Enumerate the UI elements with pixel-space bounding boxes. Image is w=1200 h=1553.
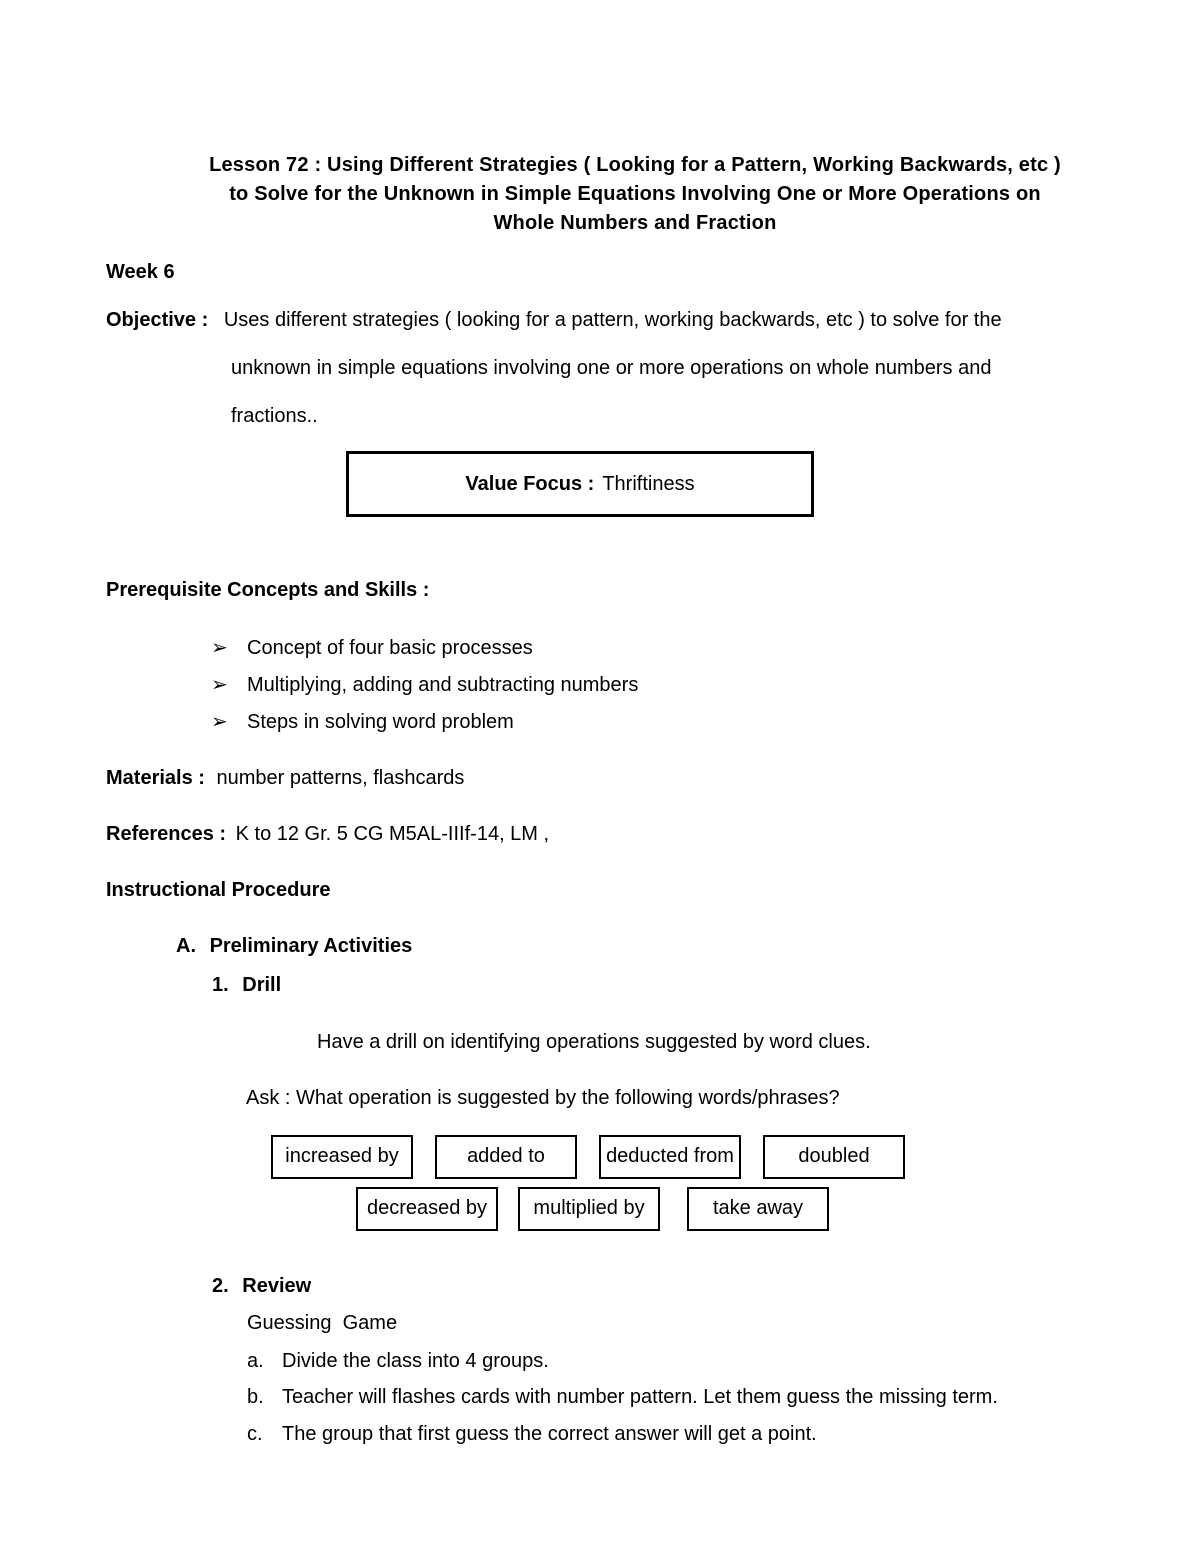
drill-label: Drill — [242, 974, 282, 996]
review-step-text: Teacher will flashes cards with number pattern. Let them guess the missing term. — [282, 1386, 998, 1408]
value-focus-label: Value Focus : — [465, 472, 595, 495]
references-value: K to 12 Gr. 5 CG M5AL-IIIf-14, LM , — [235, 823, 550, 845]
references-label: References : — [106, 823, 227, 845]
lesson-title-line-3: Whole Numbers and Fraction — [493, 212, 777, 234]
value-focus-box — [346, 451, 814, 517]
section-a-heading — [176, 935, 412, 958]
objective-line-2: unknown in simple equations involving one or more operations on whole numbers and — [231, 357, 992, 379]
drill-heading — [212, 974, 281, 997]
word-clue-card: multiplied by — [518, 1187, 660, 1231]
drill-instruction: Have a drill on identifying operations suggested by word clues. — [317, 1031, 871, 1053]
review-marker: 2. — [212, 1275, 229, 1297]
references — [106, 823, 549, 846]
objective-label: Objective : — [106, 309, 209, 331]
word-clue-card: added to — [435, 1135, 577, 1179]
review-step-marker: b. — [247, 1386, 264, 1408]
review-step-text: Divide the class into 4 groups. — [282, 1350, 549, 1372]
prerequisite-item — [211, 635, 533, 660]
arrow-bullet-icon: ➢ — [211, 674, 228, 696]
objective — [106, 309, 1002, 332]
review-step-marker: c. — [247, 1423, 263, 1445]
value-focus-value: Thriftiness — [602, 472, 695, 495]
review-step-marker: a. — [247, 1350, 264, 1372]
word-clue-card: doubled — [763, 1135, 905, 1179]
objective-line-3: fractions.. — [231, 405, 318, 427]
section-a-label: Preliminary Activities — [209, 935, 413, 957]
prerequisite-item-text: Concept of four basic processes — [247, 637, 533, 659]
review-step — [247, 1350, 549, 1373]
drill-ask: Ask : What operation is suggested by the following words/phrases? — [246, 1087, 840, 1109]
review-step — [247, 1386, 998, 1409]
review-step-text: The group that first guess the correct answer will get a point. — [282, 1423, 817, 1445]
prerequisite-item-text: Multiplying, adding and subtracting numbers — [247, 674, 639, 696]
materials — [106, 767, 464, 790]
section-a-marker: A. — [176, 935, 196, 957]
review-game-title: Guessing Game — [247, 1312, 398, 1334]
word-clue-card: take away — [687, 1187, 829, 1231]
materials-value: number patterns, flashcards — [216, 767, 465, 789]
prerequisite-item — [211, 672, 638, 697]
lesson-title-line-2: to Solve for the Unknown in Simple Equations Involving One or More Operations on — [229, 183, 1041, 205]
review-label: Review — [242, 1275, 312, 1297]
objective-line-1: Uses different strategies ( looking for a pattern, working backwards, etc ) to solve for the — [223, 309, 1002, 331]
prerequisite-item — [211, 709, 514, 734]
review-heading — [212, 1275, 311, 1298]
drill-marker: 1. — [212, 974, 229, 996]
materials-label: Materials : — [106, 767, 205, 789]
arrow-bullet-icon: ➢ — [211, 637, 228, 659]
review-step — [247, 1423, 817, 1446]
prerequisites-heading: Prerequisite Concepts and Skills : — [106, 579, 430, 601]
lesson-title-line-1: Lesson 72 : Using Different Strategies ( Looking for a Pattern, Working Backwards, etc ) — [209, 154, 1061, 176]
procedure-heading: Instructional Procedure — [106, 879, 331, 901]
prerequisite-item-text: Steps in solving word problem — [247, 711, 514, 733]
arrow-bullet-icon: ➢ — [211, 711, 228, 733]
word-clue-card: decreased by — [356, 1187, 498, 1231]
word-clue-card: increased by — [271, 1135, 413, 1179]
week-label: Week 6 — [106, 261, 175, 283]
word-clue-card: deducted from — [599, 1135, 741, 1179]
